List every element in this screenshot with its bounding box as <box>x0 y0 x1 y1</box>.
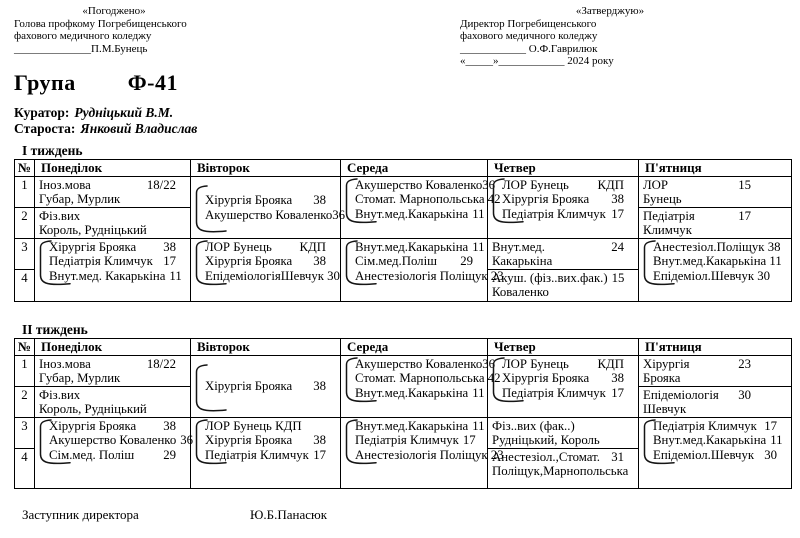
subject-text: Акуш. (фіз..вих.фак.) <box>492 270 608 285</box>
lesson-line <box>49 240 176 255</box>
room-number: 38 <box>163 239 176 254</box>
lesson-line <box>205 254 326 269</box>
lesson-line <box>205 379 326 394</box>
lesson-line <box>653 448 777 463</box>
lesson-line <box>355 447 504 463</box>
lesson-cell <box>35 417 194 488</box>
subject-text: Внут.мед. <box>492 239 545 254</box>
subject-text: Коваленко <box>492 285 549 299</box>
lesson-cell <box>639 355 792 386</box>
lesson-line <box>492 271 624 286</box>
number-column-header: № <box>15 159 35 176</box>
approval-header <box>0 0 800 68</box>
subject-text: Внут.мед.Какарькіна <box>355 206 469 221</box>
lesson-cell <box>341 238 504 301</box>
lesson-lines <box>39 240 188 284</box>
subject-text: Педіатрія Климчук <box>502 206 606 221</box>
subject-text: Поліщук,Марнопольська <box>492 464 629 478</box>
lesson-lines <box>195 240 338 284</box>
subject-text: ЛОР Бунець <box>205 239 272 254</box>
lesson-line <box>205 207 346 223</box>
lesson-cell-inner <box>345 418 504 463</box>
lesson-cell-inner <box>345 177 501 222</box>
lesson-line <box>653 419 777 434</box>
lesson-line <box>502 386 624 401</box>
lesson-line <box>492 285 624 300</box>
lesson-cell <box>488 269 639 301</box>
lesson-line <box>205 433 326 448</box>
lesson-cell-inner <box>195 419 338 463</box>
room-number: 38 <box>313 193 326 207</box>
lesson-cell <box>35 355 191 386</box>
subject-text: Внут.мед.Какарькіна <box>653 433 767 447</box>
subject-text: Хірургія Брояка <box>49 418 137 433</box>
lesson-line <box>355 177 496 193</box>
room-number: 29 <box>460 254 473 268</box>
subject-text: Хірургія Брояка <box>205 379 293 394</box>
subject-text: Губар, Мурлик <box>39 192 121 206</box>
curator-name: Рудніцький В.М. <box>74 104 174 120</box>
lesson-lines <box>345 239 504 284</box>
subject-text: Фіз.вих <box>39 387 81 402</box>
lesson-cell <box>35 176 191 207</box>
lesson-line <box>355 433 476 448</box>
room-number: 30 <box>764 447 777 462</box>
room-number: 11 <box>472 385 485 400</box>
lesson-line <box>355 385 485 401</box>
period-row <box>15 355 792 386</box>
day-header-cell: Середа <box>341 338 488 355</box>
curator-line <box>14 105 800 121</box>
lesson-line <box>502 357 624 372</box>
period-number-cell: 1 <box>15 355 35 386</box>
lesson-cell <box>341 355 501 417</box>
lesson-line <box>492 450 624 465</box>
lesson-line <box>39 209 176 224</box>
lesson-line <box>492 240 624 255</box>
lesson-cell <box>639 386 792 417</box>
approval-left-signature: ______________П.М.Бунець <box>14 42 148 55</box>
subject-text: Хірургія Брояка <box>502 371 590 385</box>
lesson-line <box>39 388 176 403</box>
lesson-line <box>49 254 176 269</box>
approval-left-line-1: «Погоджено» <box>82 5 146 17</box>
subject-text: Климчук <box>643 223 692 237</box>
lesson-line <box>39 192 176 207</box>
room-number: 11 <box>169 268 182 283</box>
period-number-cell: 2 <box>15 386 35 417</box>
lesson-line <box>355 418 485 434</box>
lesson-line <box>492 254 624 269</box>
lesson-line <box>39 402 176 417</box>
day-header-cell: Понеділок <box>35 338 191 355</box>
subject-text: Анестезіол.,Стомат. <box>492 449 600 464</box>
lesson-line <box>653 254 782 269</box>
period-row <box>15 238 792 269</box>
week-title-2: ІІ тиждень <box>22 321 88 337</box>
room-number: 30 <box>738 387 751 402</box>
lesson-cell-inner <box>492 178 636 222</box>
day-header-cell: Середа <box>341 159 488 176</box>
schedule-table-week-1 <box>14 159 792 302</box>
room-number: 17 <box>738 208 751 223</box>
room-number: 17 <box>313 447 326 462</box>
day-header-cell: П'ятниця <box>639 159 792 176</box>
room-number: КДП <box>597 356 624 371</box>
lesson-cell-inner <box>39 209 188 238</box>
day-header-cell: П'ятниця <box>639 338 792 355</box>
lesson-line <box>643 388 751 403</box>
lesson-line <box>502 371 624 386</box>
lesson-line <box>355 254 473 269</box>
period-number-cell: 1 <box>15 176 35 207</box>
room-number: 38 <box>611 192 624 206</box>
header-row <box>15 159 792 176</box>
lesson-lines <box>195 379 338 394</box>
lesson-cell-inner <box>492 271 636 300</box>
lesson-cell <box>191 238 341 301</box>
subject-text: Акушерство Коваленко <box>49 433 177 447</box>
lesson-cell-inner <box>345 356 501 401</box>
lesson-cell <box>639 238 792 301</box>
period-number-cell: 3 <box>15 238 35 269</box>
subject-text: Бунець <box>643 192 682 206</box>
lesson-cell-inner <box>643 240 789 284</box>
subject-text: Сім.мед.Поліш <box>355 254 437 268</box>
header-row <box>15 338 792 355</box>
starosta-line <box>14 121 800 137</box>
lesson-cell <box>488 417 639 448</box>
subject-text: Хірургія Брояка <box>205 254 293 268</box>
lesson-lines <box>643 357 789 386</box>
signature-role: Заступник директора <box>22 507 139 522</box>
lesson-line <box>205 448 326 463</box>
lesson-line <box>39 178 176 193</box>
subject-text: Педіатрія Климчук <box>205 447 309 462</box>
lesson-cell-inner <box>643 178 789 207</box>
subject-text: Внут.мед.Какарькіна 11 <box>653 254 782 268</box>
lesson-cell-inner <box>492 240 636 269</box>
period-number-cell: 4 <box>15 448 35 488</box>
lesson-line <box>653 239 781 255</box>
approval-right-date: «_____»____________ 2024 року <box>460 55 614 67</box>
lesson-line <box>643 209 751 224</box>
lesson-cell-inner <box>39 388 188 417</box>
subject-text: Внут.мед.Какарькіна <box>355 418 469 433</box>
room-number: 17 <box>163 254 176 268</box>
lesson-cell-inner <box>345 239 504 284</box>
period-row <box>15 176 792 207</box>
lesson-cell <box>488 355 639 417</box>
subject-text: Внут.мед. Какарькіна <box>49 268 166 283</box>
lesson-cell <box>191 355 341 417</box>
lesson-lines <box>492 450 636 479</box>
room-number: 11 <box>770 433 783 447</box>
curator-label: Куратор: <box>14 104 70 120</box>
day-header-cell: Вівторок <box>191 159 341 176</box>
lesson-lines <box>643 388 789 417</box>
room-number: 18/22 <box>146 177 176 192</box>
subject-text: Хірургія Брояка <box>205 193 293 207</box>
subject-text: Педіатрія Климчук <box>355 433 459 447</box>
lesson-line <box>49 268 182 284</box>
room-number: 17 <box>611 206 624 221</box>
subject-text: Акушерство Коваленко36 <box>355 177 496 192</box>
subject-text: Хірургія Брояка <box>205 433 293 447</box>
subject-text: Губар, Мурлик <box>39 371 121 385</box>
subject-text: Епідеміол.Шевчук 30 <box>653 268 771 283</box>
subject-text: Анестезіологія Поліщук 23 <box>355 268 504 283</box>
lesson-line <box>643 223 751 238</box>
subject-text: Анестезіологія Поліщук 23 <box>355 447 504 462</box>
table-body <box>15 176 792 301</box>
subject-text: Хірургія Брояка <box>49 239 137 254</box>
lesson-lines <box>492 419 636 448</box>
lesson-cell-inner <box>643 419 789 463</box>
lesson-lines <box>195 419 338 463</box>
lesson-lines <box>492 271 636 300</box>
subject-text: Педіатрія Климчук <box>502 385 606 400</box>
lesson-cell-inner <box>39 178 188 207</box>
lesson-cell <box>191 417 341 488</box>
lesson-line <box>492 464 629 479</box>
lesson-cell <box>488 176 639 238</box>
lesson-line <box>492 433 624 448</box>
subject-text: Сім.мед. Поліш <box>49 447 135 462</box>
lesson-line <box>643 178 751 193</box>
subject-text: ЛОР Бунець <box>502 177 569 192</box>
lesson-lines <box>39 357 188 386</box>
room-number: 38 <box>611 371 624 385</box>
subject-text: Хірургія <box>643 356 690 371</box>
room-number: 31 <box>611 449 624 464</box>
schedule-table-week-2 <box>14 338 792 489</box>
subject-text: ЕпідеміологіяШевчук 30 <box>205 268 340 283</box>
lesson-cell-inner <box>39 418 194 463</box>
subject-text: Брояка <box>643 371 681 385</box>
lesson-cell <box>35 207 191 238</box>
subject-text: Стомат. Марнопольська 42 <box>355 371 501 385</box>
subject-text: Рудніцький, Король <box>492 433 600 447</box>
signature-name: Ю.Б.Панасюк <box>250 507 328 522</box>
week-title-1: І тиждень <box>22 142 83 158</box>
approval-block-left <box>14 5 264 68</box>
room-number: 29 <box>163 447 176 462</box>
subject-text: Внут.мед.Какарькіна <box>355 239 469 254</box>
period-row <box>15 417 792 448</box>
lesson-line <box>205 419 326 434</box>
room-number: 11 <box>472 239 485 254</box>
room-number: 17 <box>462 433 476 447</box>
lesson-line <box>49 419 176 434</box>
lesson-line <box>355 268 504 284</box>
group-title <box>14 70 800 96</box>
room-number: 38 <box>313 433 326 447</box>
lesson-line <box>653 269 777 284</box>
subject-text: ЛОР Бунець <box>502 356 569 371</box>
lesson-lines <box>643 240 789 284</box>
lesson-line <box>355 239 485 255</box>
lesson-cell-inner <box>195 185 346 231</box>
lesson-line <box>355 192 501 207</box>
persons-block <box>14 105 800 137</box>
subject-text: Педіатрія <box>643 208 695 223</box>
lesson-lines <box>643 209 789 238</box>
lesson-line <box>49 448 176 463</box>
room-number: 36 <box>180 433 194 447</box>
subject-text: Анестезіол.Поліщук 38 <box>653 239 781 254</box>
lesson-line <box>502 178 624 193</box>
starosta-label: Староста: <box>14 120 76 136</box>
room-number: КДП <box>597 177 624 192</box>
lesson-cell-inner <box>492 450 636 479</box>
lesson-line <box>39 223 176 238</box>
lesson-cell-inner <box>643 357 789 386</box>
day-header-cell: Понеділок <box>35 159 191 176</box>
subject-text: Епідеміологія <box>643 387 719 402</box>
subject-text: ЛОР <box>643 177 669 192</box>
room-number: КДП <box>299 239 326 254</box>
table-body <box>15 355 792 488</box>
lesson-lines <box>345 356 501 401</box>
room-number: 11 <box>472 206 485 221</box>
room-number: 18/22 <box>146 356 176 371</box>
schedule-area <box>0 144 800 489</box>
lesson-cell <box>341 176 501 238</box>
subject-text: Фіз.вих <box>39 208 81 223</box>
starosta-name: Янковий Владислав <box>80 120 198 136</box>
lesson-line <box>39 371 176 386</box>
lesson-lines <box>643 419 789 463</box>
lesson-cell-inner <box>492 357 636 401</box>
room-number: 38 <box>163 418 176 433</box>
lesson-line <box>502 192 624 207</box>
lesson-cell <box>488 238 639 269</box>
room-number: 24 <box>611 239 624 254</box>
lesson-line <box>39 357 176 372</box>
subject-text: Король, Рудніцький <box>39 402 147 416</box>
lesson-line <box>355 206 485 222</box>
subject-text: Іноз.мова <box>39 356 91 371</box>
lesson-lines <box>39 388 188 417</box>
lesson-lines <box>492 240 636 269</box>
room-number: 23 <box>738 356 751 371</box>
subject-text: Король, Рудніцький <box>39 223 147 237</box>
lesson-line <box>643 192 751 207</box>
group-number: Ф-41 <box>127 69 178 95</box>
lesson-cell <box>639 176 792 207</box>
subject-text: Іноз.мова <box>39 177 91 192</box>
room-number: 17 <box>764 418 777 433</box>
day-header-cell: Четвер <box>488 338 639 355</box>
lesson-cell <box>488 448 639 488</box>
number-column-header: № <box>15 338 35 355</box>
lesson-cell <box>35 238 191 301</box>
day-header-cell: Вівторок <box>191 338 341 355</box>
table-head <box>15 159 792 176</box>
lesson-cell <box>341 417 504 488</box>
period-number-cell: 2 <box>15 207 35 238</box>
approval-block-right <box>460 5 792 68</box>
lesson-lines <box>492 357 636 401</box>
subject-text: Какарькіна <box>492 254 553 268</box>
lesson-line <box>355 371 501 386</box>
period-number-cell: 4 <box>15 269 35 301</box>
subject-text: Педіатрія Климчук <box>49 254 153 268</box>
approval-left-line-3: фахового медичного коледжу <box>14 30 152 42</box>
room-number: 15 <box>738 177 751 192</box>
lesson-cell-inner <box>39 357 188 386</box>
lesson-cell-inner <box>39 240 188 284</box>
lesson-line <box>492 419 624 434</box>
subject-text: Акушерство Коваленко36 <box>355 356 496 371</box>
lesson-lines <box>195 193 346 222</box>
room-number: 17 <box>611 385 624 400</box>
lesson-lines <box>39 209 188 238</box>
approval-right-line-2: Директор Погребищенського <box>460 17 597 30</box>
lesson-cell-inner <box>492 419 636 448</box>
lesson-cell-inner <box>643 209 789 238</box>
lesson-cell <box>35 386 191 417</box>
period-number-cell: 3 <box>15 417 35 448</box>
subject-text: Педіатрія Климчук <box>653 418 757 433</box>
lesson-lines <box>643 178 789 207</box>
lesson-line <box>502 207 624 222</box>
lesson-cell-inner <box>643 388 789 417</box>
room-number: 15 <box>611 270 625 285</box>
lesson-lines <box>492 178 636 222</box>
lesson-line <box>205 193 326 208</box>
lesson-line <box>643 371 751 386</box>
subject-text: ЛОР Бунець КДП <box>205 418 302 433</box>
subject-text: Стомат. Марнопольська 42 <box>355 192 501 206</box>
lesson-line <box>205 268 340 284</box>
approval-right-signature: ____________ О.Ф.Гаврилюк <box>460 42 598 55</box>
lesson-lines <box>39 178 188 207</box>
lesson-line <box>653 433 783 448</box>
group-label: Група <box>14 69 76 95</box>
subject-text: Шевчук <box>643 402 687 416</box>
room-number: 38 <box>313 379 326 394</box>
lesson-line <box>643 402 751 417</box>
approval-right-line-3: фахового медичного коледжу <box>460 30 598 42</box>
lesson-cell <box>639 417 792 488</box>
approval-right-line-1: «Затверджую» <box>575 5 645 17</box>
approval-left-line-2: Голова профкому Погребищенського <box>14 17 187 30</box>
lesson-line <box>355 356 496 372</box>
lesson-line <box>49 433 194 448</box>
subject-text: Епідеміол.Шевчук <box>653 447 755 462</box>
table-head <box>15 338 792 355</box>
lesson-cell-inner <box>195 364 338 410</box>
subject-text: Акушерство Коваленко36 <box>205 207 346 222</box>
lesson-lines <box>39 418 194 463</box>
lesson-line <box>205 240 326 255</box>
lesson-line <box>643 357 751 372</box>
lesson-cell <box>639 207 792 238</box>
subject-text: Фіз..вих (фак..) <box>492 418 575 433</box>
subject-text: Внут.мед.Какарькіна <box>355 385 469 400</box>
room-number: 11 <box>472 418 485 433</box>
lesson-lines <box>345 177 501 222</box>
lesson-cell-inner <box>195 240 338 284</box>
day-header-cell: Четвер <box>488 159 639 176</box>
lesson-cell <box>191 176 346 238</box>
room-number: 38 <box>313 254 326 268</box>
lesson-lines <box>345 418 504 463</box>
subject-text: Хірургія Брояка <box>502 192 590 206</box>
